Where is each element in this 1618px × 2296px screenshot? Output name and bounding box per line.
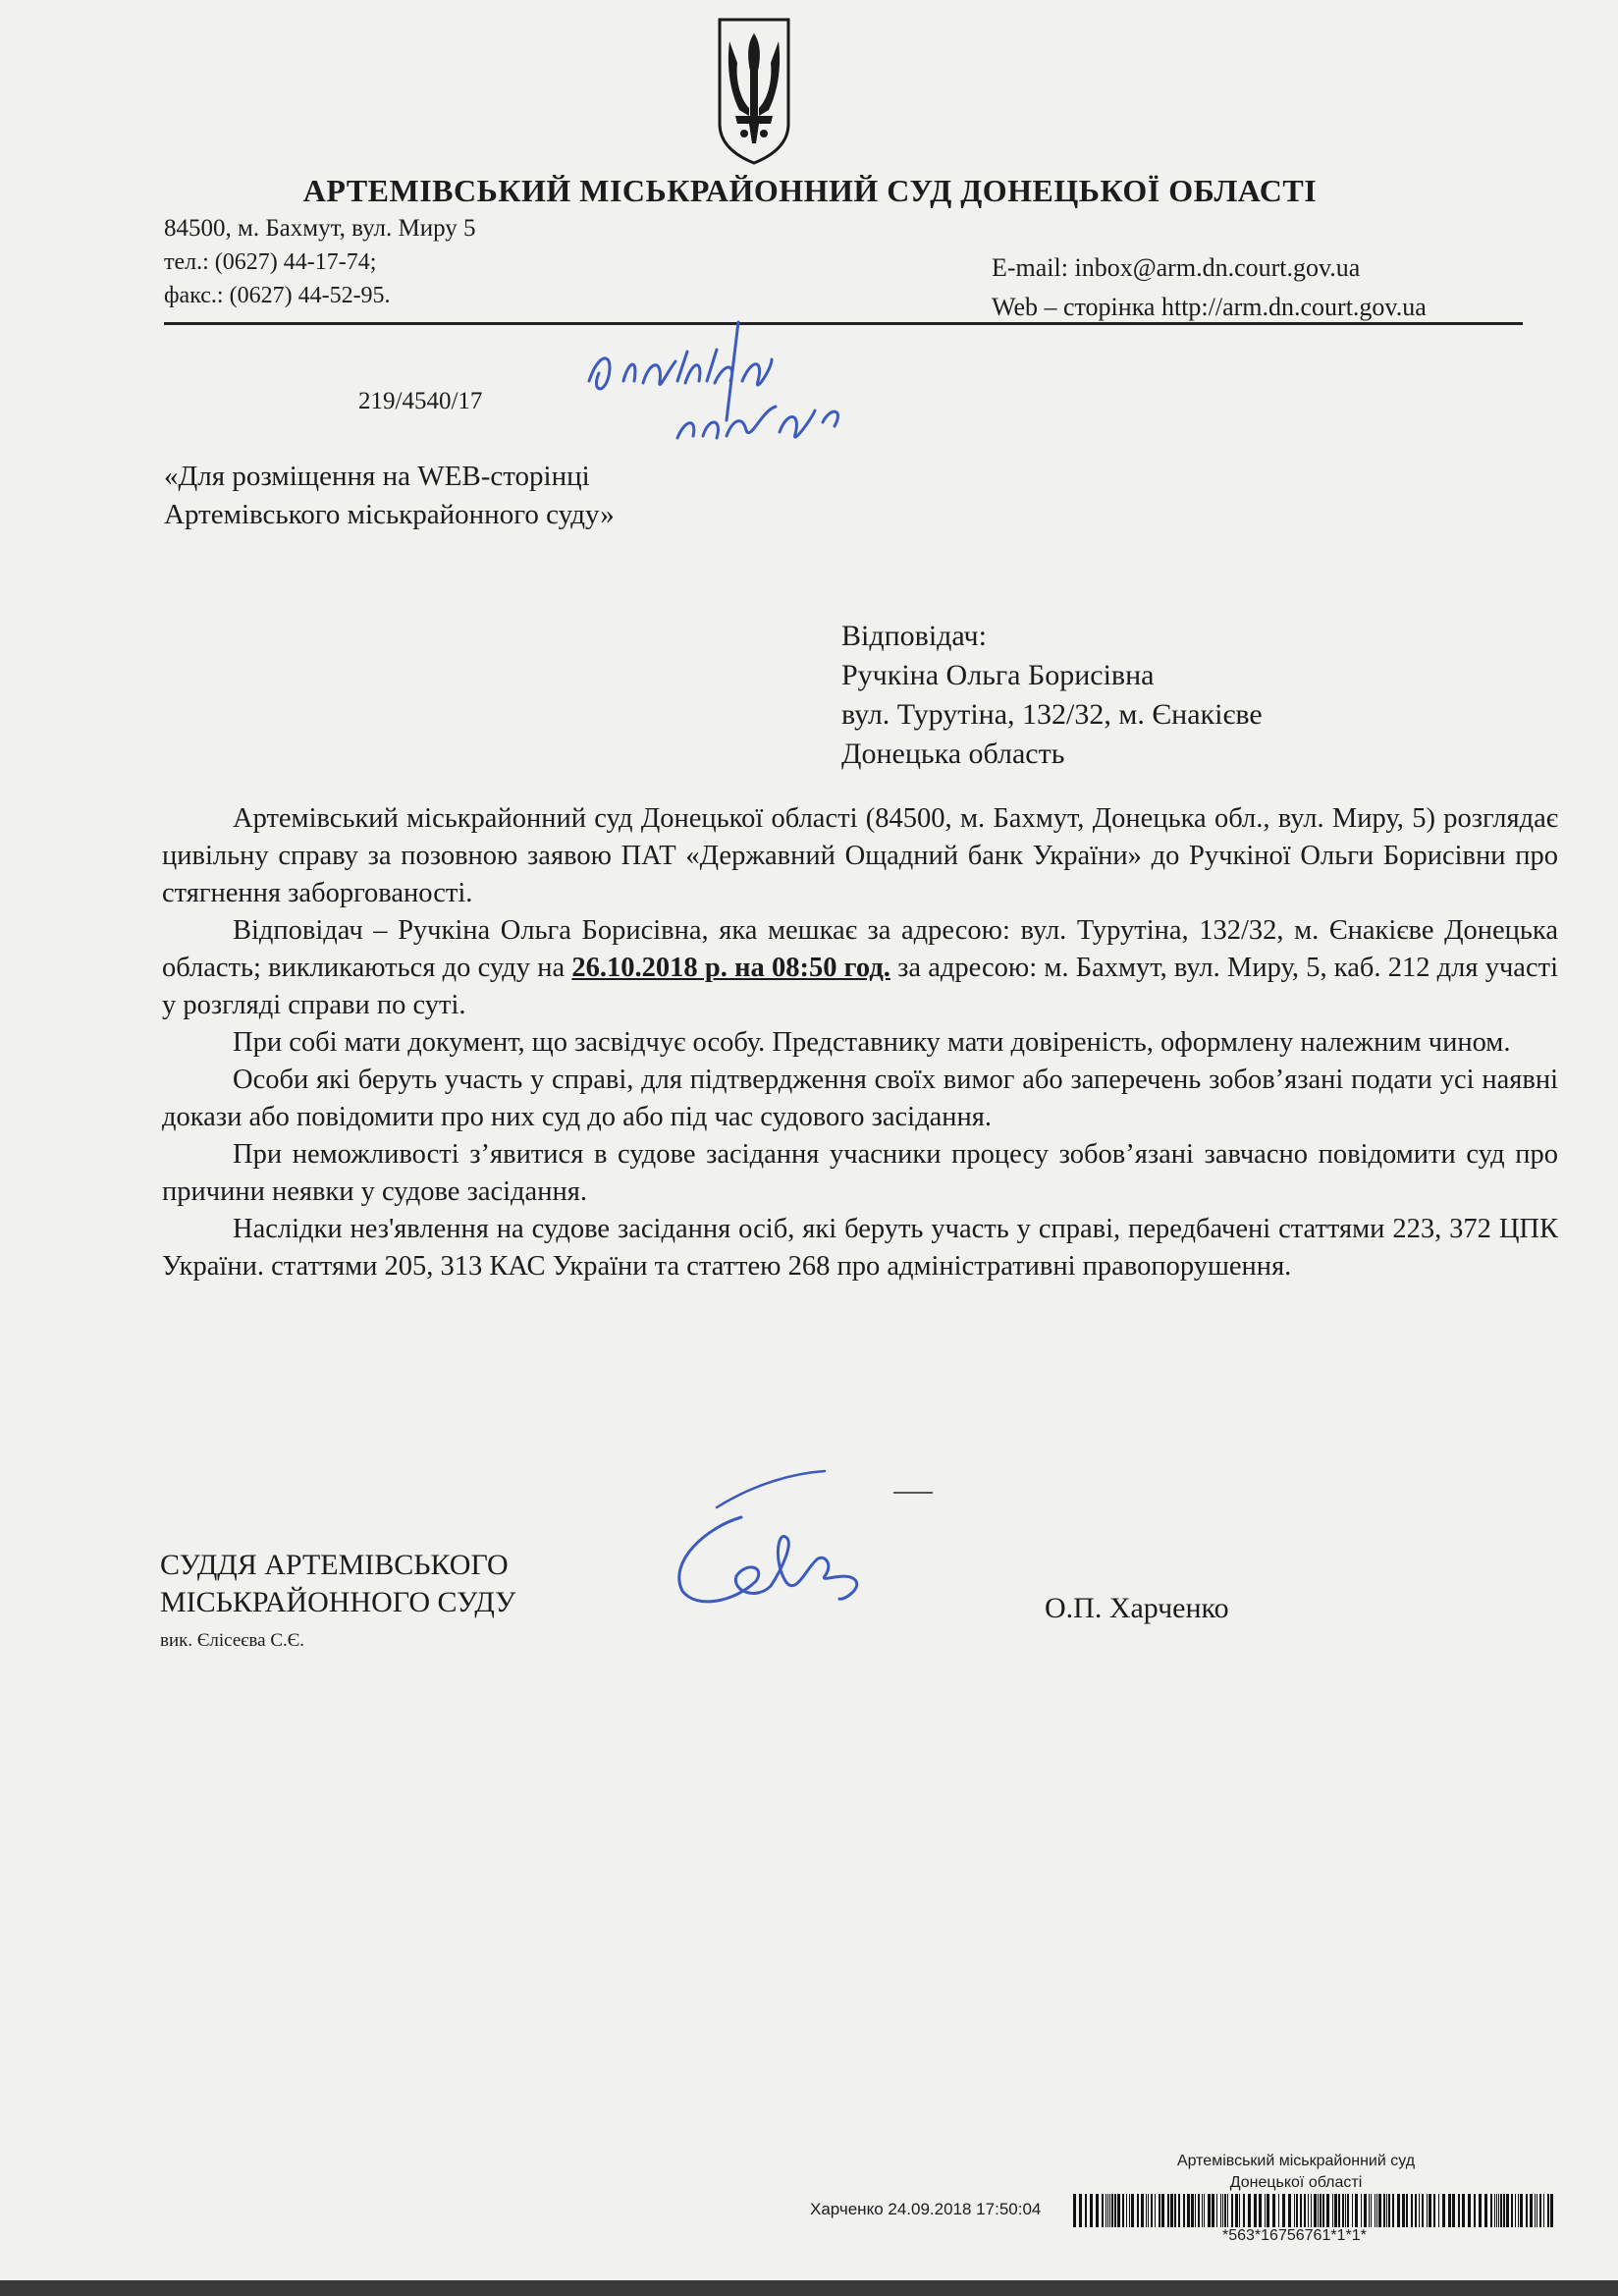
body-paragraph-3: При собі мати документ, що засвідчує особу. Представнику мати довіреність, оформлену належним чином.	[233, 1027, 1511, 1058]
court-name-heading: АРТЕМІВСЬКИЙ МІСЬКРАЙОННИЙ СУД ДОНЕЦЬКОЇ ОБЛАСТІ	[302, 173, 1318, 208]
court-phone: тел.: (0627) 44-17-74;	[164, 249, 377, 275]
addressee-region: Донецька область	[841, 738, 1065, 770]
summons-body	[162, 800, 1558, 1285]
executor-note: вик. Єлісеєва С.Є.	[160, 1630, 305, 1651]
p2-text-before: Відповідач – Ручкіна Ольга Борисівна, яка мешкає за адресою: вул. Турутіна, 132/32, м. Єнакієве Донецька область; викликаються до суду на	[162, 915, 1558, 983]
court-email: E-mail: inbox@arm.dn.court.gov.ua	[992, 253, 1361, 282]
judge-title-line-1: СУДДЯ АРТЕМІВСЬКОГО	[160, 1549, 509, 1581]
judge-title-line-2: МІСЬКРАЙОННОГО СУДУ	[160, 1586, 516, 1618]
body-paragraph-5: При неможливості з’явитися в судове засідання учасники процесу зобов’язані завчасно повідомити суд про причини неявки у судове засідання.	[162, 1139, 1558, 1207]
handwritten-registration-note	[569, 312, 893, 460]
hearing-date: 26.10.2018 р. на 08:50 год.	[571, 953, 890, 983]
addressee-block	[841, 617, 1263, 774]
addressee-label: Відповідач:	[841, 620, 987, 652]
p2-text-after: за адресою: м. Бахмут, вул. Миру, 5, каб. 212 для участі у розгляді справи по суті.	[162, 953, 1558, 1020]
stamp-court-line-2: Донецької області	[1229, 2174, 1363, 2191]
stamp-court-line-1: Артемівський міськрайонний суд	[1176, 2153, 1416, 2169]
court-fax: факс.: (0627) 44-52-95.	[164, 283, 391, 308]
barcode-code: *563*16756761*1*1*	[1222, 2227, 1367, 2244]
publication-purpose	[164, 458, 615, 534]
body-paragraph-4: Особи які беруть участь у справі, для підтвердження своїх вимог або заперечень зобов’язані подати усі наявні докази або повідомити про них суд до або під час судового засідання.	[162, 1065, 1558, 1132]
scan-bottom-edge	[0, 2280, 1618, 2296]
court-website: Web – сторінка http://arm.dn.court.gov.ua	[992, 293, 1427, 321]
addressee-street: вул. Турутіна, 132/32, м. Єнакієве	[841, 698, 1263, 731]
addressee-name: Ручкіна Ольга Борисівна	[841, 659, 1155, 691]
judge-name: О.П. Харченко	[1045, 1592, 1229, 1624]
court-contacts-left	[164, 212, 476, 312]
case-number: 219/4540/17	[358, 388, 483, 414]
court-address: 84500, м. Бахмут, вул. Миру 5	[164, 215, 476, 242]
stamp-court-name	[1129, 2151, 1463, 2194]
coat-of-arms-icon	[714, 14, 794, 167]
judge-signature	[648, 1453, 962, 1620]
body-paragraph-6: Наслідки нез'явлення на судове засідання осіб, які беруть участь у справі, передбачені статтями 223, 372 ЦПК України. статтями 205, 313 КАС України та статтею 268 про адміністративні правопорушення.	[162, 1214, 1558, 1282]
stamp-signature-line: Харченко 24.09.2018 17:50:04	[810, 2200, 1042, 2218]
court-contacts-right	[992, 248, 1427, 327]
barcode	[1073, 2194, 1554, 2227]
purpose-line-1: «Для розміщення на WEB-сторінці	[164, 461, 590, 492]
body-paragraph-2	[162, 912, 1558, 1024]
purpose-line-2: Артемівського міськрайонного суду»	[164, 499, 615, 530]
body-paragraph-1: Артемівський міськрайонний суд Донецької області (84500, м. Бахмут, Донецька обл., вул. Миру, 5) розглядає цивільну справу за позовною заявою ПАТ «Державний Ощадний банк України» до Ручкіної Ольги Борисівни про стягнення заборгованості.	[162, 803, 1558, 908]
judge-title	[160, 1547, 515, 1621]
